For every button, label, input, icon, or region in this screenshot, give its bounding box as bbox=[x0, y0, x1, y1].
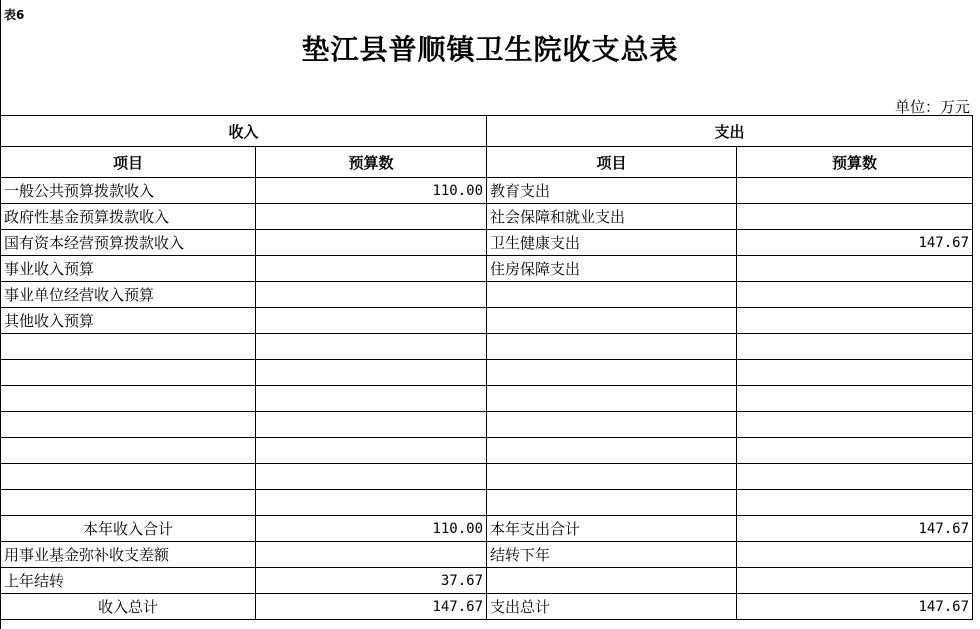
expense-amount-cell bbox=[737, 568, 973, 594]
income-amount-cell bbox=[256, 230, 487, 256]
expense-item-cell bbox=[487, 386, 737, 412]
income-item-cell: 用事业基金弥补收支差额 bbox=[1, 542, 256, 568]
section-header-row bbox=[1, 116, 973, 147]
income-amount-cell bbox=[256, 308, 487, 334]
table-row bbox=[1, 308, 973, 334]
expense-amount-cell bbox=[737, 204, 973, 230]
income-item-header: 项目 bbox=[1, 147, 256, 178]
expense-item-cell: 卫生健康支出 bbox=[487, 230, 737, 256]
page-title: 垫江县普顺镇卫生院收支总表 bbox=[301, 33, 679, 66]
income-amount-cell bbox=[256, 386, 487, 412]
income-item-cell bbox=[1, 386, 256, 412]
income-amount-cell: 110.00 bbox=[256, 516, 487, 542]
expense-item-header: 项目 bbox=[487, 147, 737, 178]
expense-item-cell: 住房保障支出 bbox=[487, 256, 737, 282]
table-row bbox=[1, 386, 973, 412]
expense-item-cell: 结转下年 bbox=[487, 542, 737, 568]
expense-item-cell: 本年支出合计 bbox=[487, 516, 737, 542]
table-row bbox=[1, 516, 973, 542]
income-item-cell bbox=[1, 438, 256, 464]
table-row bbox=[1, 360, 973, 386]
income-amount-cell bbox=[256, 542, 487, 568]
unit-label: 单位：万元 bbox=[894, 98, 970, 116]
income-item-cell: 其他收入预算 bbox=[1, 308, 256, 334]
table-row bbox=[1, 542, 973, 568]
income-amount-cell bbox=[256, 490, 487, 516]
income-item-cell bbox=[1, 334, 256, 360]
table-row bbox=[1, 230, 973, 256]
income-item-cell: 政府性基金预算拨款收入 bbox=[1, 204, 256, 230]
table-number-label: 表6 bbox=[4, 8, 25, 22]
income-amount-cell: 110.00 bbox=[256, 178, 487, 204]
expense-amount-cell bbox=[737, 438, 973, 464]
income-amount-cell bbox=[256, 438, 487, 464]
expense-amount-cell bbox=[737, 178, 973, 204]
income-item-cell: 事业收入预算 bbox=[1, 256, 256, 282]
table-row bbox=[1, 256, 973, 282]
expense-item-cell bbox=[487, 334, 737, 360]
income-item-cell: 国有资本经营预算拨款收入 bbox=[1, 230, 256, 256]
income-amount-cell bbox=[256, 360, 487, 386]
expense-amount-cell: 147.67 bbox=[737, 230, 973, 256]
income-item-cell: 本年收入合计 bbox=[1, 516, 256, 542]
income-item-cell: 收入总计 bbox=[1, 594, 256, 620]
income-amount-cell: 147.67 bbox=[256, 594, 487, 620]
table-row bbox=[1, 334, 973, 360]
expense-amount-cell bbox=[737, 360, 973, 386]
income-item-cell: 事业单位经营收入预算 bbox=[1, 282, 256, 308]
income-amount-cell bbox=[256, 282, 487, 308]
expense-item-cell bbox=[487, 308, 737, 334]
income-item-cell: 一般公共预算拨款收入 bbox=[1, 178, 256, 204]
expense-section-header: 支出 bbox=[487, 116, 973, 147]
table-row bbox=[1, 204, 973, 230]
expense-amount-cell bbox=[737, 256, 973, 282]
income-section-header: 收入 bbox=[1, 116, 487, 147]
income-budget-header: 预算数 bbox=[256, 147, 487, 178]
expense-budget-header: 预算数 bbox=[737, 147, 973, 178]
income-item-cell bbox=[1, 412, 256, 438]
expense-amount-cell bbox=[737, 542, 973, 568]
expense-item-cell bbox=[487, 360, 737, 386]
table-row bbox=[1, 464, 973, 490]
table-row bbox=[1, 178, 973, 204]
expense-amount-cell: 147.67 bbox=[737, 516, 973, 542]
income-item-cell bbox=[1, 360, 256, 386]
expense-amount-cell: 147.67 bbox=[737, 594, 973, 620]
table-row bbox=[1, 412, 973, 438]
income-item-cell bbox=[1, 464, 256, 490]
expense-item-cell bbox=[487, 490, 737, 516]
income-amount-cell bbox=[256, 256, 487, 282]
table-row bbox=[1, 568, 973, 594]
expense-item-cell: 支出总计 bbox=[487, 594, 737, 620]
table-row bbox=[1, 438, 973, 464]
expense-amount-cell bbox=[737, 282, 973, 308]
table-row bbox=[1, 282, 973, 308]
income-amount-cell: 37.67 bbox=[256, 568, 487, 594]
budget-summary-table bbox=[0, 115, 973, 620]
expense-item-cell bbox=[487, 438, 737, 464]
expense-amount-cell bbox=[737, 334, 973, 360]
expense-item-cell bbox=[487, 282, 737, 308]
column-header-row bbox=[1, 147, 973, 178]
expense-amount-cell bbox=[737, 464, 973, 490]
expense-item-cell bbox=[487, 464, 737, 490]
income-amount-cell bbox=[256, 412, 487, 438]
expense-amount-cell bbox=[737, 308, 973, 334]
expense-amount-cell bbox=[737, 490, 973, 516]
income-item-cell: 上年结转 bbox=[1, 568, 256, 594]
income-amount-cell bbox=[256, 334, 487, 360]
income-item-cell bbox=[1, 490, 256, 516]
income-amount-cell bbox=[256, 204, 487, 230]
income-amount-cell bbox=[256, 464, 487, 490]
expense-item-cell: 社会保障和就业支出 bbox=[487, 204, 737, 230]
table-row bbox=[1, 594, 973, 620]
expense-item-cell bbox=[487, 568, 737, 594]
expense-amount-cell bbox=[737, 386, 973, 412]
expense-item-cell: 教育支出 bbox=[487, 178, 737, 204]
expense-item-cell bbox=[487, 412, 737, 438]
expense-amount-cell bbox=[737, 412, 973, 438]
table-row bbox=[1, 490, 973, 516]
